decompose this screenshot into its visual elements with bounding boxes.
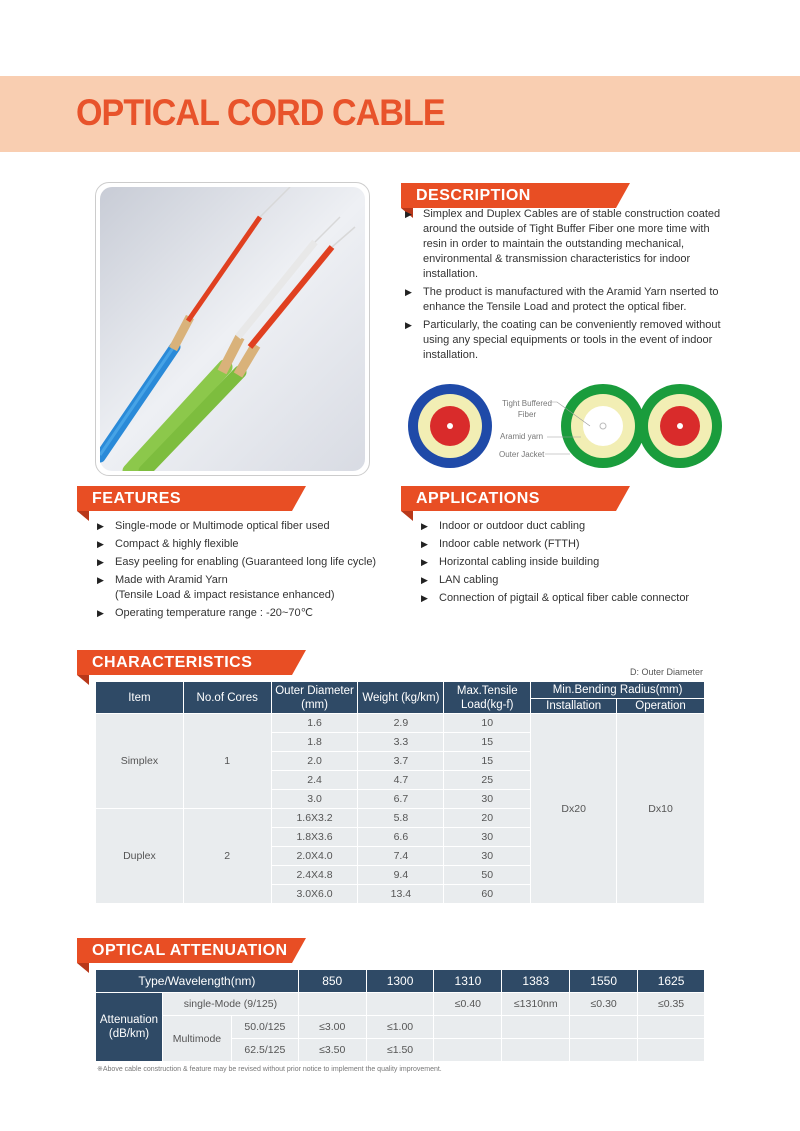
cell-cores: 1	[183, 714, 271, 809]
cell-diameter: 2.0X4.0	[271, 847, 358, 866]
att-row-label: Attenuation (dB/km)	[96, 993, 163, 1062]
cell-weight: 6.7	[358, 790, 444, 809]
attenuation-heading: OPTICAL ATTENUATION	[77, 938, 292, 963]
cell-single-mode: single-Mode (9/125)	[162, 993, 298, 1016]
cell-diameter: 1.8X3.6	[271, 828, 358, 847]
table-row	[96, 993, 705, 1016]
cell-tensile: 30	[444, 828, 531, 847]
cell-att-value: ≤0.40	[434, 993, 502, 1016]
cell-att-value	[502, 1016, 570, 1039]
cell-tensile: 60	[444, 885, 531, 904]
feature-item: ▶ Compact & highly flexible	[97, 537, 397, 552]
cell-diameter: 3.0	[271, 790, 358, 809]
cell-att-value	[434, 1016, 502, 1039]
feature-item: ▶ Single-mode or Multimode optical fiber used	[97, 519, 397, 534]
application-item: ▶ Connection of pigtail & optical fiber cable connector	[421, 591, 751, 606]
label-aramid-yarn: Aramid yarn	[500, 432, 544, 441]
cell-att-value	[502, 1039, 570, 1062]
applications-list	[421, 519, 751, 609]
cell-att-value: ≤0.35	[638, 993, 705, 1016]
col-bending: Min.Bending Radius(mm)	[531, 682, 705, 699]
cell-weight: 3.7	[358, 752, 444, 771]
attenuation-table	[95, 969, 705, 1062]
cell-item: Duplex	[96, 809, 184, 904]
product-photo	[95, 182, 370, 476]
att-wavelength-header: 1310	[434, 970, 502, 993]
att-wavelength-header: 1300	[366, 970, 434, 993]
application-item: ▶ Horizontal cabling inside building	[421, 555, 751, 570]
cell-att-value	[366, 993, 434, 1016]
cell-weight: 9.4	[358, 866, 444, 885]
att-wavelength-header: 850	[298, 970, 366, 993]
characteristics-heading: CHARACTERISTICS	[77, 650, 292, 675]
cell-weight: 3.3	[358, 733, 444, 752]
cell-fiber-size: 62.5/125	[231, 1039, 298, 1062]
cell-tensile: 30	[444, 790, 531, 809]
description-item: ▶ The product is manufactured with the Aramid Yarn nserted to enhance the Tensile Load and protect the optical fiber.	[405, 285, 735, 315]
simplex-cross-section	[408, 384, 492, 468]
cell-weight: 6.6	[358, 828, 444, 847]
cell-operation: Dx10	[617, 714, 705, 904]
col-tensile: Max.Tensile Load(kg-f)	[444, 682, 531, 714]
cell-diameter: 1.8	[271, 733, 358, 752]
cell-weight: 7.4	[358, 847, 444, 866]
col-cores: No.of Cores	[183, 682, 271, 714]
cell-att-value: ≤0.30	[570, 993, 638, 1016]
att-wavelength-header: 1625	[638, 970, 705, 993]
cell-installation: Dx20	[531, 714, 617, 904]
cell-att-value	[298, 993, 366, 1016]
cell-diameter: 1.6X3.2	[271, 809, 358, 828]
applications-heading: APPLICATIONS	[401, 486, 616, 511]
description-item: ▶ Particularly, the coating can be conveniently removed without using any special equipments or tools in the event of indoor installation.	[405, 318, 735, 363]
cross-section-diagram	[405, 382, 725, 472]
application-item: ▶ Indoor or outdoor duct cabling	[421, 519, 751, 534]
cell-tensile: 10	[444, 714, 531, 733]
att-wavelength-header: 1550	[570, 970, 638, 993]
cell-att-value	[570, 1016, 638, 1039]
feature-item-note: (Tensile Load & impact resistance enhanced)	[115, 589, 335, 601]
col-weight: Weight (kg/km)	[358, 682, 444, 714]
application-item: ▶ LAN cabling	[421, 573, 751, 588]
cell-tensile: 15	[444, 733, 531, 752]
cell-att-value	[570, 1039, 638, 1062]
cell-fiber-size: 50.0/125	[231, 1016, 298, 1039]
col-diameter: Outer Diameter (mm)	[271, 682, 358, 714]
cell-weight: 5.8	[358, 809, 444, 828]
table-row	[96, 714, 705, 733]
col-installation: Installation	[531, 699, 617, 714]
cell-weight: 4.7	[358, 771, 444, 790]
cell-diameter: 1.6	[271, 714, 358, 733]
cell-tensile: 20	[444, 809, 531, 828]
cell-cores: 2	[183, 809, 271, 904]
cell-att-value	[638, 1016, 705, 1039]
att-wavelength-header: 1383	[502, 970, 570, 993]
features-heading: FEATURES	[77, 486, 292, 511]
att-type-header: Type/Wavelength(nm)	[96, 970, 299, 993]
cable-illustration	[100, 187, 365, 471]
cell-diameter: 2.0	[271, 752, 358, 771]
feature-item: ▶ Easy peeling for enabling (Guaranteed long life cycle)	[97, 555, 397, 570]
cell-att-value	[434, 1039, 502, 1062]
characteristics-table	[95, 681, 705, 904]
cell-weight: 2.9	[358, 714, 444, 733]
description-list	[405, 207, 735, 366]
feature-item: ▶ Made with Aramid Yarn	[97, 573, 397, 588]
application-item: ▶ Indoor cable network (FTTH)	[421, 537, 751, 552]
cell-tensile: 50	[444, 866, 531, 885]
cell-diameter: 3.0X6.0	[271, 885, 358, 904]
footnote: ※Above cable construction & feature may be revised without prior notice to implement the quality improvement.	[97, 1066, 442, 1073]
features-list	[97, 519, 397, 624]
cell-att-value: ≤3.50	[298, 1039, 366, 1062]
cell-att-value: ≤3.00	[298, 1016, 366, 1039]
description-heading: DESCRIPTION	[401, 183, 616, 208]
cell-tensile: 30	[444, 847, 531, 866]
col-item: Item	[96, 682, 184, 714]
cell-tensile: 25	[444, 771, 531, 790]
cell-weight: 13.4	[358, 885, 444, 904]
cell-att-value	[638, 1039, 705, 1062]
col-operation: Operation	[617, 699, 705, 714]
label-outer-jacket: Outer Jacket	[499, 450, 545, 459]
cell-att-value: ≤1310nm	[502, 993, 570, 1016]
cell-tensile: 15	[444, 752, 531, 771]
cell-att-value: ≤1.50	[366, 1039, 434, 1062]
duplex-cross-section	[561, 384, 722, 468]
cell-diameter: 2.4X4.8	[271, 866, 358, 885]
label-tight-buffered-fiber: Tight Buffered Fiber	[502, 399, 552, 419]
cell-att-value: ≤1.00	[366, 1016, 434, 1039]
description-item: ▶ Simplex and Duplex Cables are of stable construction coated around the outside of Tight Buffer Fiber one more time with resin in order to maintain the outstanding mechanical, environmental & transmission characteristics for indoor installation.	[405, 207, 735, 282]
characteristics-note: D: Outer Diameter	[629, 667, 703, 677]
table-row	[96, 1016, 705, 1039]
page-title: OPTICAL CORD CABLE	[76, 92, 445, 133]
cell-item: Simplex	[96, 714, 184, 809]
cell-diameter: 2.4	[271, 771, 358, 790]
feature-item: ▶ Operating temperature range : -20~70℃	[97, 606, 397, 621]
cell-multimode: Multimode	[162, 1016, 231, 1062]
